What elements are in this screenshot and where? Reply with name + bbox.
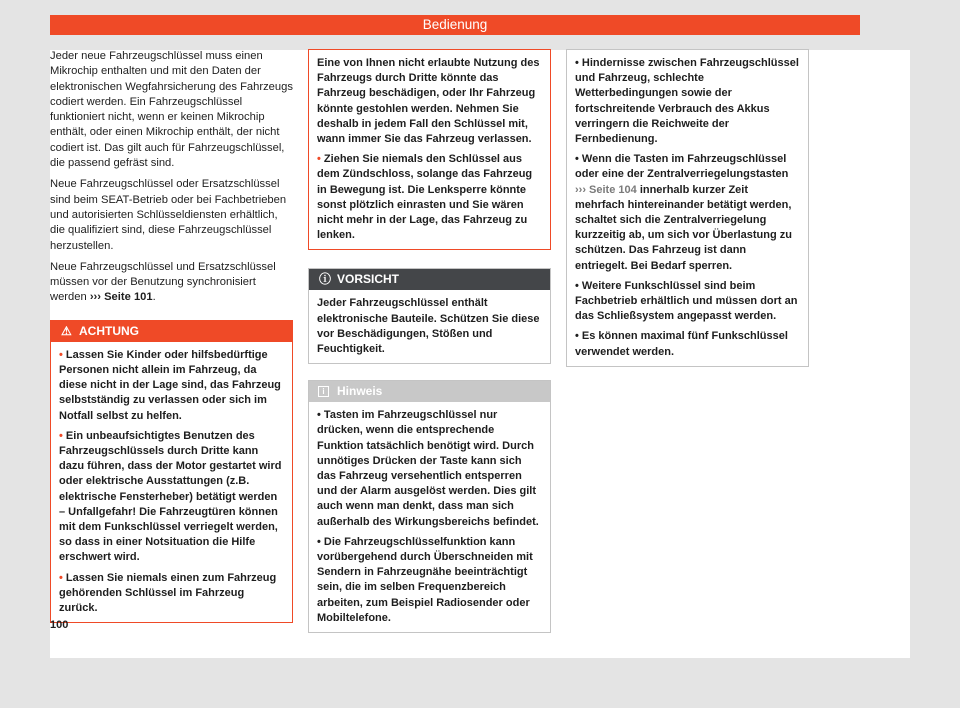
warning-header	[51, 321, 292, 342]
note-continuation-body	[567, 50, 808, 366]
warning-box	[50, 320, 293, 623]
note-header	[309, 381, 550, 402]
paragraph-3-end: .	[152, 291, 156, 304]
warning-item	[59, 571, 284, 617]
warning-continuation-body	[309, 50, 550, 249]
paragraph-3-text: Neue Fahrzeugschlüssel und Ersatzschlüssel müssen vor der Benutzung synchronisiert werden	[50, 260, 276, 304]
note-item-text: Weitere Funkschlüssel sind beim Fachbetrieb erhältlich und müssen dort an das Schließsystem angepasst werden.	[575, 279, 798, 323]
bullet-icon: •	[317, 409, 324, 422]
warning-body	[51, 342, 292, 622]
note-item	[317, 535, 542, 626]
note-item-text: innerhalb kurzer Zeit mehrfach hintereinander betätigt werden, schaltet sich die Zentralverriegelung kurzzeitig ab, um sich vor Überlastung zu schützen. Das Fahrzeug ist dann entriegelt. Bei Bedarf sperren.	[575, 183, 792, 272]
note-item-text: Hindernisse zwischen Fahrzeugschlüssel und Fahrzeug, schlechte Wetterbedingungen sowie der fortschreitende Verbrauch des Akkus verringern die Reichweite der Fernbedienung.	[575, 57, 799, 146]
warning-item-text: Ein unbeaufsichtigtes Benutzen des Fahrzeugschlüssels durch Dritte kann dazu führen, dass der Motor gestartet wird oder elektrische Ausstattungen (z.B. elektrische Fensterheber) betätigt werden – Unfallgefahr! Die Fahrzeugtüren können mit dem Funkschlüssel verriegelt werden, so dass in einer Notsituation die Hilfe erschwert wird.	[59, 429, 282, 564]
page-reference-link[interactable]: ››› Seite 104	[575, 183, 637, 196]
note-title: Hinweis	[337, 384, 383, 399]
note-item-text: Tasten im Fahrzeugschlüssel nur drücken, wenn die entsprechende Funktion tatsächlich benötigt wird. Durch unnötiges Drücken der Taste kann sich das Fahrzeug versehentlich entsperren und der Alarm ausgelöst werden. Dies gilt auch wenn man denkt, dass man sich außerhalb des Wirkungsbereichs befindet.	[317, 409, 539, 528]
note-item	[317, 408, 542, 530]
column-3	[566, 49, 809, 381]
section-header: Bedienung	[50, 15, 860, 35]
warning-item	[317, 152, 542, 243]
warning-continuation-box	[308, 49, 551, 250]
bullet-icon: •	[59, 571, 66, 584]
caution-title: VORSICHT	[337, 272, 400, 287]
note-body	[309, 402, 550, 632]
warning-item	[59, 429, 284, 566]
bullet-icon: •	[575, 330, 582, 343]
paragraph-2: Neue Fahrzeugschlüssel oder Ersatzschlüssel sind beim SEAT-Betrieb oder bei Fachbetrieben und autorisierten Schlüsseldiensten erhältlich, die qualifiziert sind, diese Fahrzeugschlüssel herzustellen.	[50, 178, 287, 252]
column-1	[50, 49, 293, 637]
caution-header	[309, 269, 550, 290]
note-item-text: Die Fahrzeugschlüsselfunktion kann vorübergehend durch Überschneiden mit Sendern in Fahrzeugnähe beeinträchtigt sein, die im selben Frequenzbereich arbeiten, zum Beispiel Radiosender oder Mobiltelefone.	[317, 535, 533, 624]
warning-item-text: Lassen Sie Kinder oder hilfsbedürftige Personen nicht allein im Fahrzeug, da diese nicht in der Lage sind, das Fahrzeug selbstständig zu verlassen oder sich im Notfall selbst zu helfen.	[59, 348, 281, 422]
note-item	[575, 56, 800, 147]
warning-item-text: Ziehen Sie niemals den Schlüssel aus dem Zündschloss, solange das Fahrzeug in Bewegung ist. Die Lenksperre könnte sonst plötzlich einrasten und Sie wären nicht mehr in der Lage, das Fahrzeug zu lenken.	[317, 153, 533, 242]
info-icon: i	[318, 386, 329, 397]
page-number: 100	[50, 619, 69, 631]
note-item	[575, 279, 800, 325]
warning-item	[59, 348, 284, 424]
caution-body	[309, 290, 550, 363]
note-continuation-box	[566, 49, 809, 367]
bullet-icon: •	[59, 429, 66, 442]
bullet-icon: •	[575, 57, 582, 69]
caution-text: Jeder Fahrzeugschlüssel enthält elektronische Bauteile. Schützen Sie diese vor Beschädigungen, Stößen und Feuchtigkeit.	[317, 297, 540, 356]
warning-cont-text: Eine von Ihnen nicht erlaubte Nutzung des Fahrzeugs durch Dritte könnte das Fahrzeug beschädigen, oder Ihr Fahrzeug könnte gestohlen werden. Nehmen Sie deshalb in jedem Fall den Schlüssel mit, wann immer Sie das Fahrzeug verlassen.	[317, 57, 540, 146]
paragraph-1: Jeder neue Fahrzeugschlüssel muss einen Mikrochip enthalten und mit den Daten der elektronischen Wegfahrsicherung des Fahrzeugs codiert werden. Ein Fahrzeugschlüssel funktioniert nicht, wenn er keinen Mikrochip enthält, oder einen Mikrochip enthält, der nicht codiert ist. Das gilt auch für Fahrzeugschlüssel, die passend gefräst sind.	[50, 50, 293, 170]
page-reference-link[interactable]: ››› Seite 101	[89, 291, 153, 304]
paragraph-3	[50, 260, 293, 306]
warning-triangle-icon: ⚠	[61, 323, 72, 338]
bullet-icon: •	[575, 279, 582, 292]
note-item	[575, 152, 800, 274]
warning-item-text: Lassen Sie niemals einen zum Fahrzeug gehörenden Schlüssel im Fahrzeug zurück.	[59, 571, 277, 614]
caution-circle-icon: ⓘ	[319, 272, 332, 287]
warning-title: ACHTUNG	[79, 323, 139, 338]
bullet-icon: •	[59, 348, 66, 361]
bullet-icon: •	[317, 535, 324, 548]
column-2	[308, 49, 551, 647]
note-box	[308, 380, 551, 633]
caution-box	[308, 268, 551, 364]
bullet-icon: •	[317, 153, 324, 166]
bullet-icon: •	[575, 153, 582, 166]
note-item-text: Wenn die Tasten im Fahrzeugschlüssel oder eine der Zentralverriegelungstasten	[575, 153, 789, 181]
note-item-text: Es können maximal fünf Funkschlüssel verwendet werden.	[575, 330, 788, 358]
note-item	[575, 329, 800, 359]
